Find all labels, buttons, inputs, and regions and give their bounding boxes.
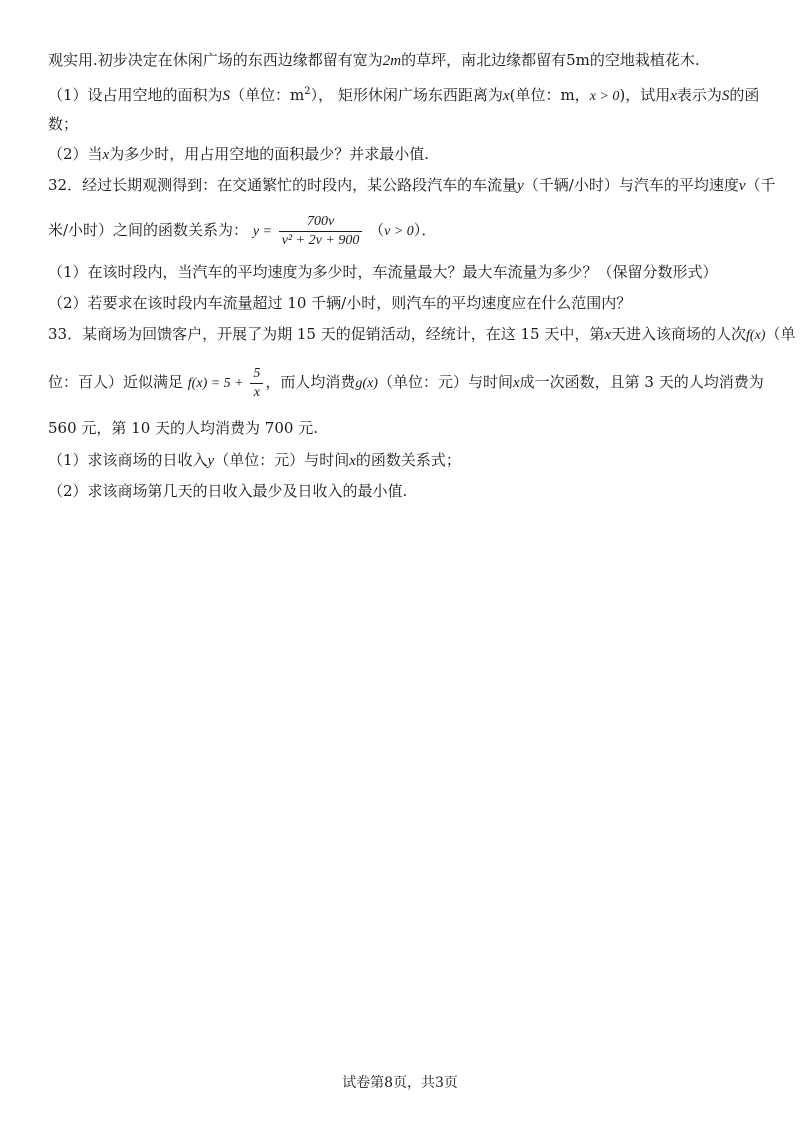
q31-p1-text-b: （单位：m	[230, 86, 305, 104]
q31-p1-text-a: （1）设占用空地的面积为	[48, 86, 223, 104]
q32-part2-text: （2）若要求在该时段内车流量超过 10 千辆/小时，则汽车的平均速度应在什么范围内？	[48, 294, 632, 312]
q33-line2-formula	[48, 362, 764, 404]
q33-text-d2: 成一次函数，且第 3 天的人均消费为	[519, 373, 764, 391]
q32-formula-lhs: y =	[252, 224, 273, 239]
q31-unit-superscript: 2	[304, 86, 311, 97]
q31-p2-text-b: 为多少时，用占用空地的面积最少？并求最小值.	[109, 145, 429, 163]
continuation-text-b: 的草坪，南北边缘都留有	[401, 51, 567, 69]
q32-var-y: y	[517, 178, 524, 194]
q31-var-s: S	[222, 88, 231, 104]
q31-part2	[48, 144, 429, 165]
q32-line1	[48, 175, 776, 196]
q32-formula-condition: v > 0	[384, 224, 414, 239]
q31-part1-line1	[48, 82, 759, 107]
q31-var-x: x	[502, 88, 510, 104]
q33-part1	[48, 450, 461, 471]
continuation-line	[48, 50, 700, 71]
q32-formula-denominator: v² + 2v + 900	[281, 232, 360, 248]
q32-formula-fraction	[279, 214, 363, 249]
q32-text-b: （千辆/小时）与汽车的平均速度	[523, 176, 739, 194]
q33-p1-text-a: （1）求该商场的日收入	[48, 451, 208, 469]
q33-line1	[48, 324, 795, 346]
q33-p1-var-x: x	[349, 453, 356, 469]
q33-p1-text-c: 的函数关系式；	[355, 451, 461, 469]
q33-formula-intro: 位：百人）近似满足	[48, 373, 184, 391]
q33-text-b2: ，而人均消费	[265, 373, 356, 391]
q32-part1-text: （1）在该时段内，当汽车的平均速度为多少时，车流量最大？最大车流量为多少？（保留分数形式）	[48, 263, 718, 281]
q33-formula-lhs: f(x) = 5 +	[187, 376, 244, 391]
q31-p1-text-g: 的函	[729, 86, 760, 104]
q33-text-b: 天进入该商场的人次	[611, 325, 747, 343]
q31-p1-text-d: (单位：m，	[509, 86, 590, 104]
q32-text-a: 32．经过长期观测得到：在交通繁忙的时段内，某公路段汽车的车流量	[48, 176, 518, 194]
q33-text-a: 33．某商场为回馈客户，开展了为期 15 天的促销活动，经统计，在这 15 天中，第	[48, 325, 605, 343]
q33-formula-fraction	[250, 366, 263, 401]
continuation-text-c: 的空地栽植花木.	[589, 51, 700, 69]
q31-p1-text-h: 数；	[48, 115, 79, 133]
q33-gx: g(x)	[355, 376, 378, 391]
q33-text-c2: （单位：元）与时间	[377, 373, 513, 391]
q32-formula-end: ．	[421, 221, 437, 239]
q32-part1	[48, 262, 718, 282]
q33-p1-var-y: y	[207, 453, 215, 469]
q33-part2	[48, 481, 407, 501]
q31-p1-text-e: )，试用	[619, 86, 671, 104]
page-number-text: 试卷第8页，共3页	[342, 1075, 458, 1091]
q31-part1-line2	[48, 114, 78, 134]
q32-var-v: v	[738, 178, 746, 194]
continuation-text-a: 观实用.初步决定在休闲广场的东西边缘都留有宽为	[48, 51, 383, 69]
q32-part2	[48, 293, 631, 313]
q33-p1-text-b: （单位：元）与时间	[214, 451, 350, 469]
q33-formula-denominator: x	[253, 384, 261, 400]
q31-p1-text-c: ）， 矩形休闲广场东西距离为	[310, 86, 503, 104]
q33-var-x2: x	[512, 375, 520, 391]
q33-fx: f(x)	[746, 328, 766, 343]
q33-var-x: x	[604, 327, 612, 343]
q32-formula-cond-open: （	[369, 221, 385, 239]
page-footer	[0, 1074, 800, 1092]
q32-formula-numerator: 700v	[279, 214, 363, 232]
q31-p2-var-x: x	[102, 147, 110, 163]
q33-line3-text: 560 元，第 10 天的人均消费为 700 元.	[48, 419, 318, 437]
q32-line2-formula	[48, 210, 436, 252]
q31-p2-text-a: （2）当	[48, 145, 103, 163]
continuation-value-b: 5m	[566, 51, 590, 69]
q31-condition: x > 0	[589, 89, 620, 104]
q31-var-s2: S	[721, 88, 730, 104]
q31-var-x2: x	[670, 88, 677, 104]
q33-line3	[48, 418, 318, 438]
q31-p1-text-f: 表示为	[676, 86, 722, 104]
q33-part2-text: （2）求该商场第几天的日收入最少及日收入的最小值.	[48, 482, 408, 500]
q32-formula-intro: 米/小时）之间的函数关系为：	[48, 221, 249, 239]
q32-formula-cond-close: ）	[413, 221, 422, 239]
q33-text-c: （单	[765, 325, 796, 343]
q33-formula-numerator: 5	[250, 366, 263, 384]
continuation-value-a: 2m	[382, 53, 402, 69]
q32-text-c: （千	[745, 176, 776, 194]
